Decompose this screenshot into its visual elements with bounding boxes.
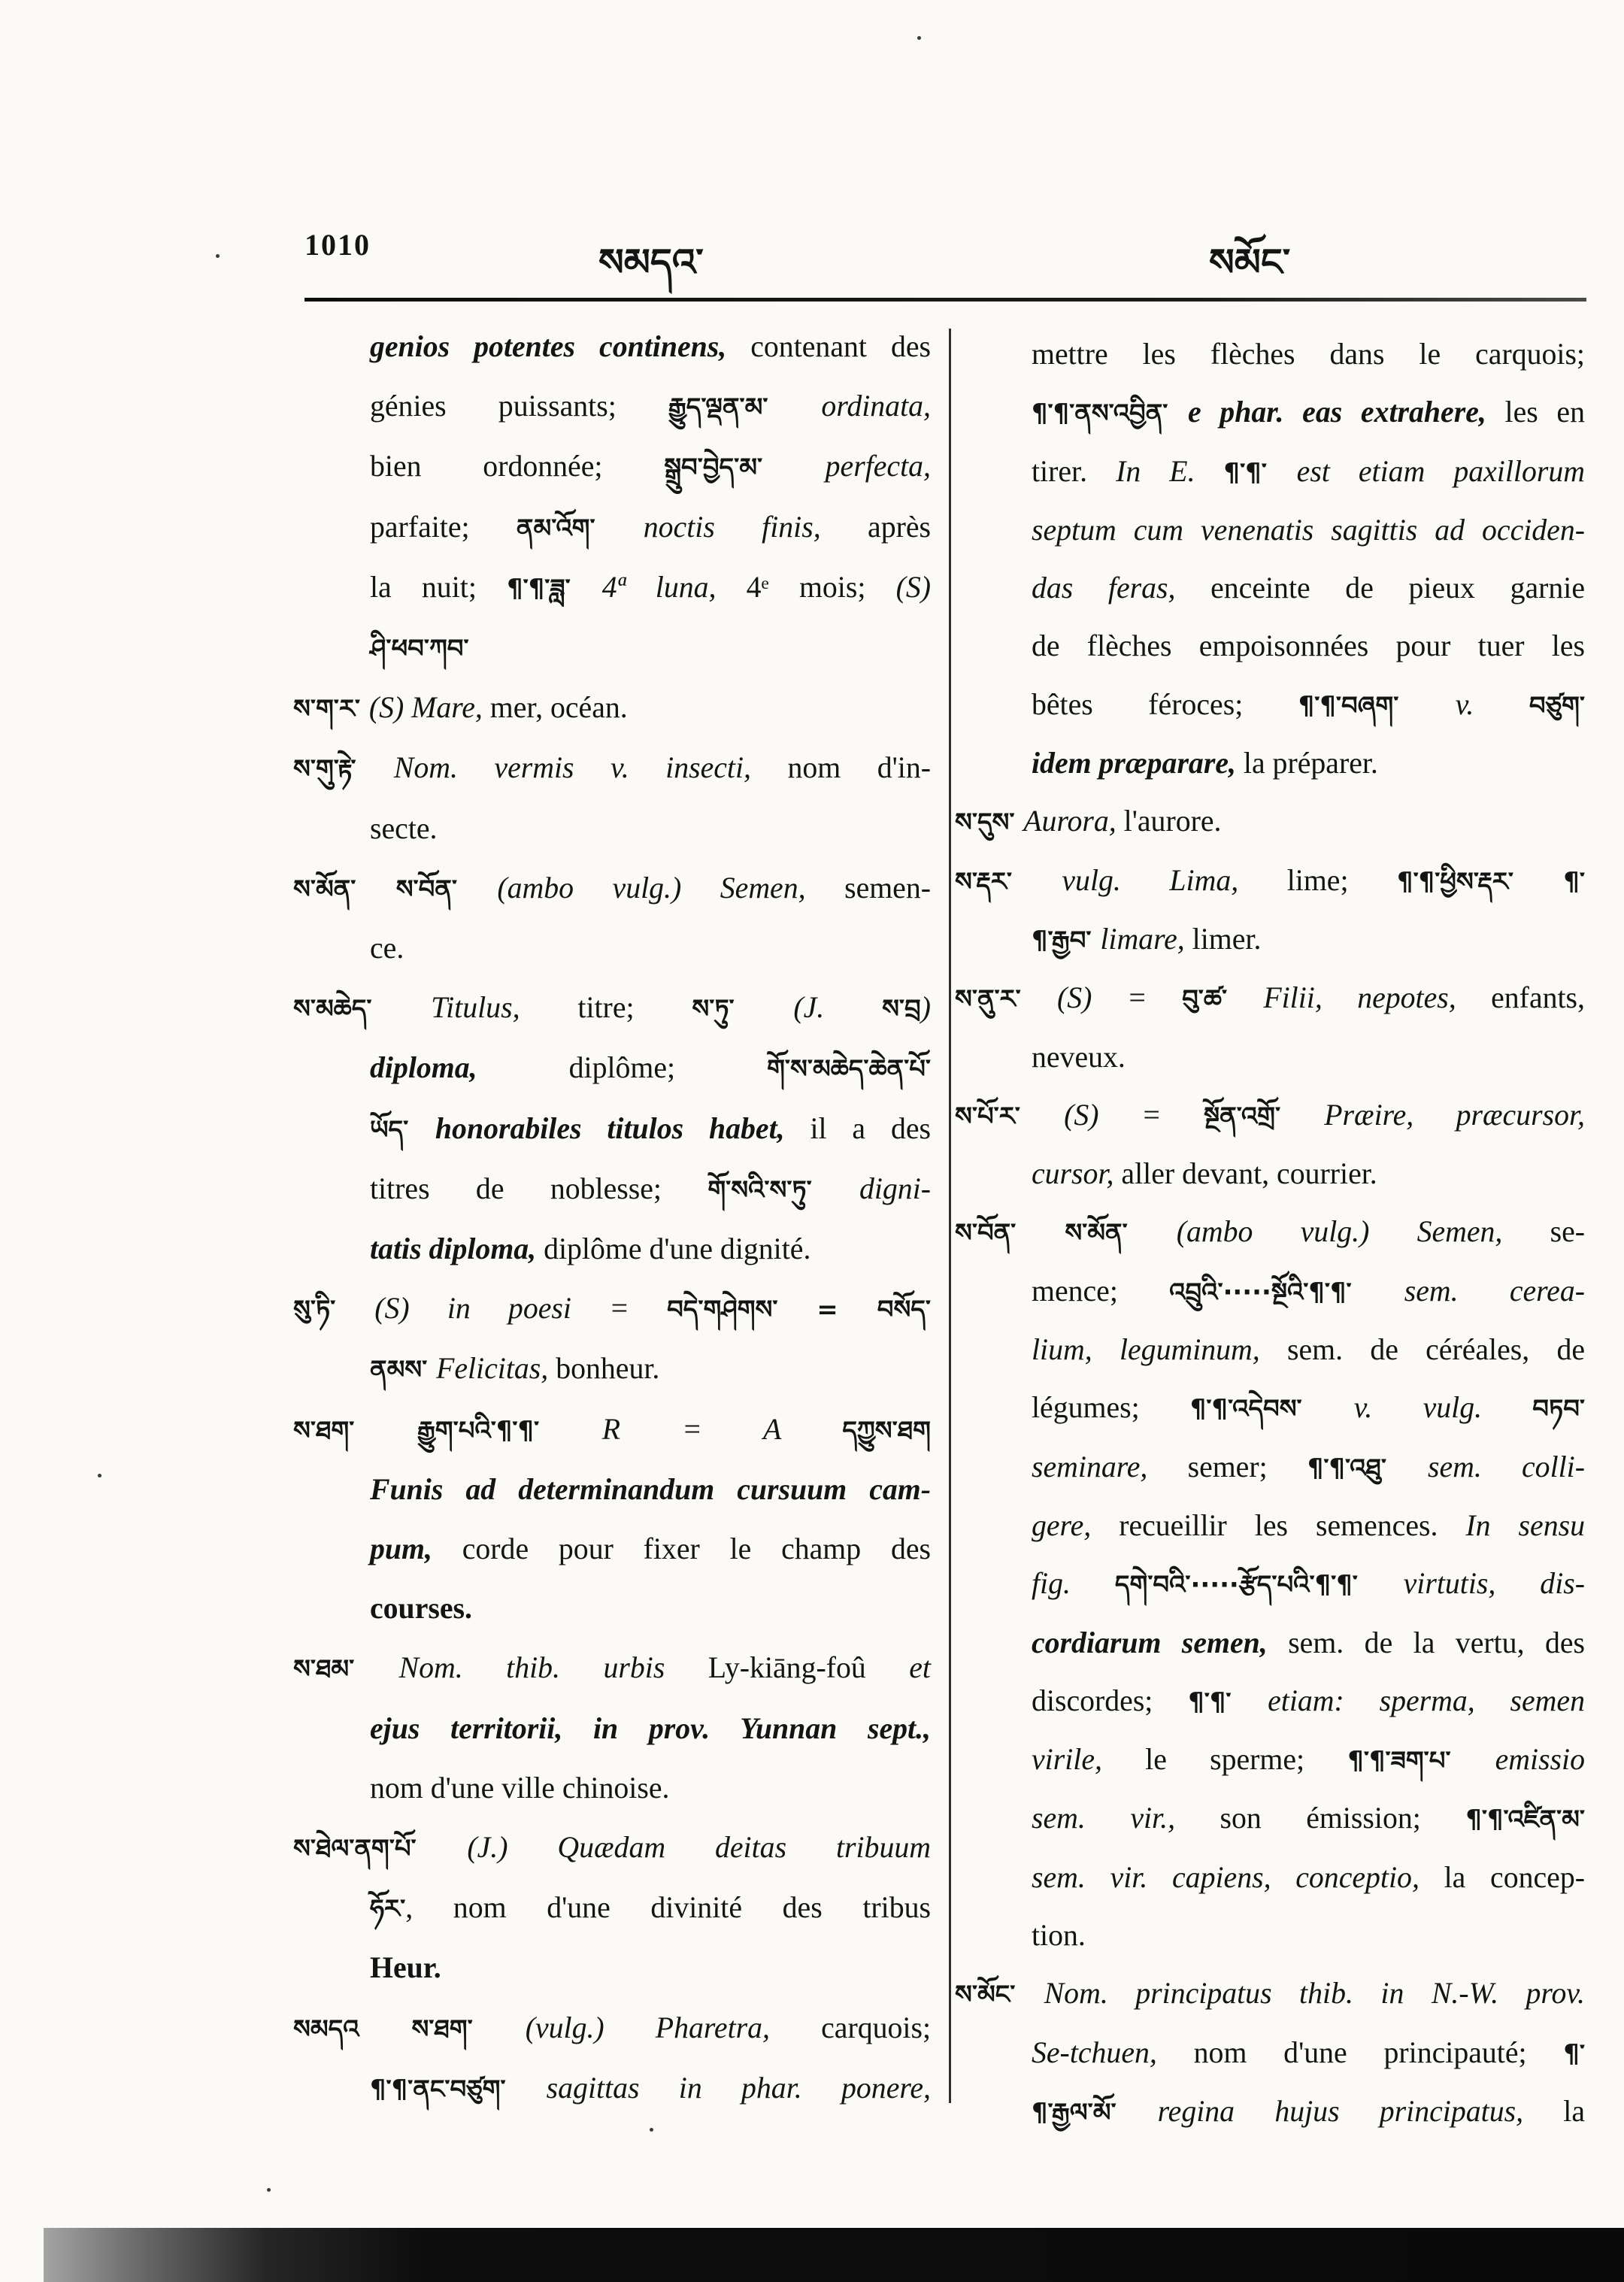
latin-text: tatis diploma, [370,1232,544,1266]
text-line [955,852,1585,911]
tibetan-text: ཡོད་ [370,1114,435,1144]
french-text: la préparer. [1243,747,1378,780]
french-text: mettre les flèches dans le carquois; [1032,338,1585,371]
right-column [955,326,1585,2141]
latin-text: Funis ad determinandum cursuum cam- [370,1472,931,1506]
latin-text: ) [920,991,931,1025]
tibetan-text: སམདའ ས་ཐག་ [293,2014,526,2044]
page-number: 1010 [304,228,371,262]
latin-text: genios potentes continens, [370,330,751,363]
french-text: enfants, [1491,981,1585,1015]
latin-text: regina hujus principatus, [1157,2094,1564,2128]
french-text: contenant des [750,330,931,363]
latin-text: v. [1455,687,1529,721]
tibetan-text: ས་ནུ་ར་ [955,984,1058,1014]
tibetan-text: ¶་¶་འཐུ་ [1307,1453,1428,1483]
dictionary-entry [955,1086,1585,1204]
tibetan-text: དཀྱུས་ཐག [842,1415,931,1445]
dictionary-entry [293,1279,931,1399]
dictionary-entry [293,859,931,978]
text-line [955,1965,1585,2023]
tibetan-text: ¶་¶་འདེབས་ [1189,1394,1354,1424]
latin-text: In sensu [1465,1508,1585,1542]
latin-text: (vulg.) Pharetra, [525,2011,822,2044]
scan-speck [267,2188,271,2192]
header-rule [304,298,1586,302]
tibetan-text: ¶་རྒྱབ་ [1032,925,1101,955]
tibetan-text: ས་ག་ར་ [293,694,369,724]
latin-text: Filii, nepotes, [1263,981,1492,1015]
latin-text: honorabiles titulos habet, [435,1111,810,1145]
french-text: la [1563,2094,1585,2128]
text-line [955,502,1585,559]
text-line [955,1849,1585,1907]
french-text: 4ᵉ mois; [746,570,896,604]
french-text: tirer. [1032,454,1116,488]
tibetan-text: ས་གུ་རྟེ་ [293,754,394,784]
french-text: nom d'in- [787,751,931,785]
latin-text: sem. vir., [1032,1802,1220,1835]
text-line [955,1086,1585,1145]
tibetan-text: ¶་¶་ [1223,457,1297,487]
text-line [293,1638,931,1699]
text-line [293,1579,931,1638]
tibetan-text: འབྲུའི་·····སྔོའི་¶་¶་ [1169,1277,1404,1307]
text-line [293,1038,931,1099]
text-line [293,1159,931,1220]
header-right-headword: སམོང་ [1209,241,1291,284]
text-line [293,1759,931,1818]
tibetan-text: ས་མོན་ ས་བོན་ [293,874,498,904]
text-line [955,1907,1585,1965]
latin-text: virile, [1032,1743,1146,1777]
text-line [955,1029,1585,1086]
text-line [293,2059,931,2119]
text-line [955,443,1585,502]
latin-text: (ambo vulg.) Semen, [497,871,845,905]
french-text: le sperme; [1145,1743,1348,1777]
text-line [955,326,1585,383]
tibetan-text: བདེ་གཤེགས་ = བསོད་ [667,1295,931,1325]
text-line [955,1379,1585,1438]
header-left-headword: སམདའ་ [598,241,704,284]
text-line [293,1999,931,2059]
text-line [955,1790,1585,1848]
french-text: l'aurore. [1123,805,1222,838]
tibetan-text: སུ་ཏི་ [293,1295,375,1325]
latin-text: pum, [370,1532,462,1566]
text-line [293,978,931,1038]
latin-text: (J.) Quædam deitas tribuum [467,1831,931,1865]
french-text: se- [1550,1215,1585,1249]
text-line [293,498,931,558]
text-line [293,1279,931,1339]
latin-text: v. vulg. [1353,1391,1533,1425]
french-text: mence; [1032,1274,1170,1308]
text-line [955,1614,1585,1672]
latin-text: lium, leguminum, [1032,1333,1288,1367]
french-text: nom d'une principauté; [1193,2035,1564,2069]
tibetan-text: སྔོན་འགྲོ་ [1204,1101,1325,1131]
tibetan-text: ¶་¶་འཛིན་མ་ [1465,1805,1586,1835]
latin-text: vulg. Lima, [1062,863,1287,897]
french-text: après [868,510,931,544]
text-line [293,1520,931,1579]
dictionary-entry [293,1999,931,2119]
text-line [293,377,931,437]
french-text: courses. [370,1592,472,1626]
text-line [293,437,931,497]
text-line [955,676,1585,735]
text-line [955,1262,1585,1321]
french-text: ce. [370,932,404,965]
tibetan-text: ས་ཐམ་ [293,1654,399,1684]
tibetan-text: ས་མཆེད་ [293,994,432,1024]
french-text: , nom d'une divinité des tribus [405,1891,931,1925]
french-text: semer; [1187,1450,1307,1483]
latin-text: Nom. vermis v. insecti, [393,751,788,785]
latin-text: (S) = [1057,981,1183,1015]
tibetan-text: ¶་¶་ནང་བཙུག་ [370,2074,547,2104]
latin-text: sagittas in phar. ponere, [546,2071,931,2105]
text-line [293,1878,931,1938]
text-line [293,678,931,738]
dictionary-entry [955,852,1585,970]
dictionary-entry [293,678,931,738]
latin-text: (S) = [1064,1098,1204,1132]
tibetan-text: ས་མོང་ [955,1980,1044,2010]
text-line [955,911,1585,969]
french-text: bonheur. [556,1352,660,1386]
french-text: parfaite; [370,510,517,544]
dictionary-entry [293,1400,931,1639]
continuation-text [955,326,1585,792]
tibetan-text: ས་ཐག་ རྒྱུག་པའི་¶་¶་ [293,1415,602,1445]
french-text: Heur. [370,1951,441,1985]
latin-text: digni- [859,1171,931,1205]
scan-speck [216,254,220,258]
latin-text: et [909,1651,931,1685]
latin-text: Aurora, [1023,805,1124,838]
french-text: de flèches empoisonnées pour tuer les [1032,629,1585,663]
text-line [293,1220,931,1279]
continuation-text [293,317,931,678]
latin-text: Nom. thib. urbis [398,1651,708,1685]
latin-text: Præire, præcursor, [1324,1098,1585,1132]
latin-text: R = A [601,1412,843,1446]
latin-text: fig. [1032,1567,1115,1601]
french-text: enceinte de pieux garnie [1210,571,1585,605]
tibetan-text: གོ་ས་མཆེད་ཆེན་པོ་ [767,1054,932,1084]
tibetan-text: ནམ་འོག་ [516,513,644,543]
text-line [293,1699,931,1759]
text-line [293,1818,931,1878]
french-text: lime; [1286,863,1398,897]
tibetan-text: ¶་¶་བཞག་ [1298,690,1456,720]
tibetan-text: སྒྲུབ་བྱེད་མ་ [664,453,826,483]
french-text: recueillir les semences. [1119,1508,1466,1542]
scan-speck [917,36,921,40]
text-line [955,1497,1585,1555]
tibetan-text: ¶་ [1563,2038,1585,2068]
tibetan-text: རྒྱུད་ལྡན་མ་ [668,392,822,423]
french-text: carquois; [821,2011,932,2044]
french-text: Ly-kiāng-foû [707,1651,910,1685]
text-line [955,2083,1585,2141]
latin-text: In E. [1116,454,1224,488]
text-line [955,559,1585,617]
tibetan-text: བཙུག་ [1529,690,1586,720]
tibetan-text: དགེ་བའི་·····རྩོད་པའི་¶་¶་ [1114,1570,1404,1600]
latin-text: ejus territorii, in prov. Yunnan sept., [370,1711,931,1745]
dictionary-entry [293,1638,931,1818]
latin-text: Se-tchuen, [1032,2035,1194,2069]
text-line [293,1099,931,1159]
tibetan-text: ¶་¶་ [1188,1686,1268,1717]
dictionary-entry [293,978,931,1279]
latin-text: 4ª luna, [601,570,747,604]
tibetan-text: ས་རྡར་ [955,866,1062,896]
french-text: neveux. [1032,1040,1126,1074]
latin-text: septum cum venenatis sagittis ad occiden- [1032,513,1585,547]
tibetan-text: ས་དུས་ [955,808,1024,838]
latin-text: cursor, [1032,1157,1122,1191]
text-line [293,317,931,377]
dictionary-entry [955,792,1585,851]
text-line [955,969,1585,1028]
french-text: discordes; [1032,1683,1189,1717]
text-line [293,1460,931,1520]
tibetan-text: གོ་སའི་ས་ཏུ་ [707,1174,859,1205]
french-text: limer. [1192,922,1262,956]
latin-text: (S) in poesi = [374,1292,668,1326]
text-line [955,383,1585,442]
french-text: la nuit; [370,570,508,604]
latin-text: (S) [895,570,931,604]
latin-text: ordinata, [821,389,931,423]
column-divider [949,329,951,2103]
french-text: titres de noblesse; [370,1171,708,1205]
french-text: nom d'une ville chinoise. [370,1771,670,1805]
text-line [293,738,931,799]
text-line [955,1731,1585,1790]
latin-text: sem. vir. capiens, conceptio, [1032,1860,1444,1894]
latin-text: (S) Mare, [368,691,490,725]
french-text: son émission; [1220,1802,1466,1835]
tibetan-text: བུ་ཚ་ [1182,984,1264,1014]
text-line [955,2024,1585,2083]
french-text: diplôme d'une dignité. [544,1232,811,1266]
tibetan-text: ནམས་ [370,1355,437,1385]
latin-text: etiam: sperma, semen [1268,1683,1585,1717]
scan-speck [650,2128,653,2132]
latin-text: emissio [1495,1743,1586,1777]
text-line [293,618,931,678]
tibetan-text: ¶་རྒྱལ་མོ་ [1032,2097,1158,2127]
tibetan-text: ས་བོན་ ས་མོན་ [955,1218,1177,1248]
french-text: mer, océan. [489,691,628,725]
scan-edge-shadow [44,2228,1624,2282]
french-text: sem. de la vertu, des [1288,1626,1585,1659]
french-text: bêtes féroces; [1032,687,1298,721]
left-column [293,317,931,2119]
latin-text: sem. colli- [1427,1450,1585,1483]
tibetan-text: ¶་¶་ནས་འབྱིན་ [1032,399,1188,429]
dictionary-entry [293,738,931,858]
tibetan-text: ས་ཐེལ་ནག་པོ་ [293,1834,468,1864]
dictionary-entry [955,1203,1585,1965]
text-line [955,1321,1585,1379]
tibetan-text: ¶་¶་ཟག་པ་ [1347,1746,1495,1776]
french-text: génies puissants; [370,389,668,423]
latin-text: das feras, [1032,571,1211,605]
french-text: corde pour fixer le champ des [462,1532,931,1566]
latin-text: Nom. principatus thib. in N.-W. prov. [1044,1977,1586,2011]
latin-text: Titulus, [431,991,578,1025]
tibetan-text: ས་པོ་ར་ [955,1101,1065,1131]
latin-text: cordiarum semen, [1032,1626,1289,1659]
text-line [955,735,1585,792]
tibetan-text: ¶་¶་ཟླ་ [507,573,602,603]
text-line [955,792,1585,851]
latin-text: est etiam paxillorum [1296,454,1585,488]
text-line [293,919,931,978]
latin-text: (ambo vulg.) Semen, [1176,1215,1550,1249]
text-line [955,1438,1585,1497]
text-line [293,859,931,919]
text-line [293,1938,931,1998]
latin-text: idem præparare, [1032,747,1244,780]
dictionary-entry [955,969,1585,1086]
scan-speck [98,1474,102,1477]
dictionary-entry [293,1818,931,1999]
latin-text: Felicitas, [436,1352,556,1386]
french-text: aller devant, courrier. [1121,1157,1377,1191]
french-text: bien ordonnée; [370,450,665,483]
text-line [293,558,931,618]
latin-text: noctis finis, [643,510,868,544]
latin-text: e phar. eas extrahere, [1187,395,1505,429]
french-text: la concep- [1444,1860,1585,1894]
text-line [955,1672,1585,1731]
text-line [955,617,1585,675]
tibetan-text: ཤི་ཕབ་ཀབ་ [370,634,469,664]
french-text: les en [1504,395,1585,429]
latin-text: gere, [1032,1508,1120,1542]
latin-text: limare, [1100,922,1192,956]
tibetan-text: ས་བྲ [882,994,921,1024]
french-text: semen- [844,871,931,905]
latin-text: perfecta, [825,450,931,483]
french-text: sem. de céréales, de [1287,1333,1586,1367]
tibetan-text: བཏབ་ [1532,1394,1585,1424]
text-line [955,1145,1585,1203]
text-line [293,799,931,859]
latin-text: diploma, [370,1051,569,1085]
text-line [955,1555,1585,1614]
latin-text: virtutis, dis- [1403,1567,1585,1601]
french-text: il a des [810,1111,931,1145]
french-text: légumes; [1032,1391,1190,1425]
latin-text: seminare, [1032,1450,1188,1483]
french-text: tion. [1032,1919,1086,1953]
text-line [293,1400,931,1460]
dictionary-entry [955,1965,1585,2141]
text-line [293,1339,931,1399]
tibetan-text: ཧོར་ [370,1894,406,1924]
text-line [955,1203,1585,1262]
latin-text: sem. cerea- [1404,1274,1585,1308]
tibetan-text: ས་ཏུ་ [692,994,794,1024]
french-text: diplôme; [568,1051,768,1085]
tibetan-text: ¶་¶་ཕྱིས་རྡར་ ¶་ [1397,866,1585,896]
latin-text: (J. [793,991,883,1025]
french-text: titre; [577,991,692,1025]
french-text: secte. [370,811,438,845]
